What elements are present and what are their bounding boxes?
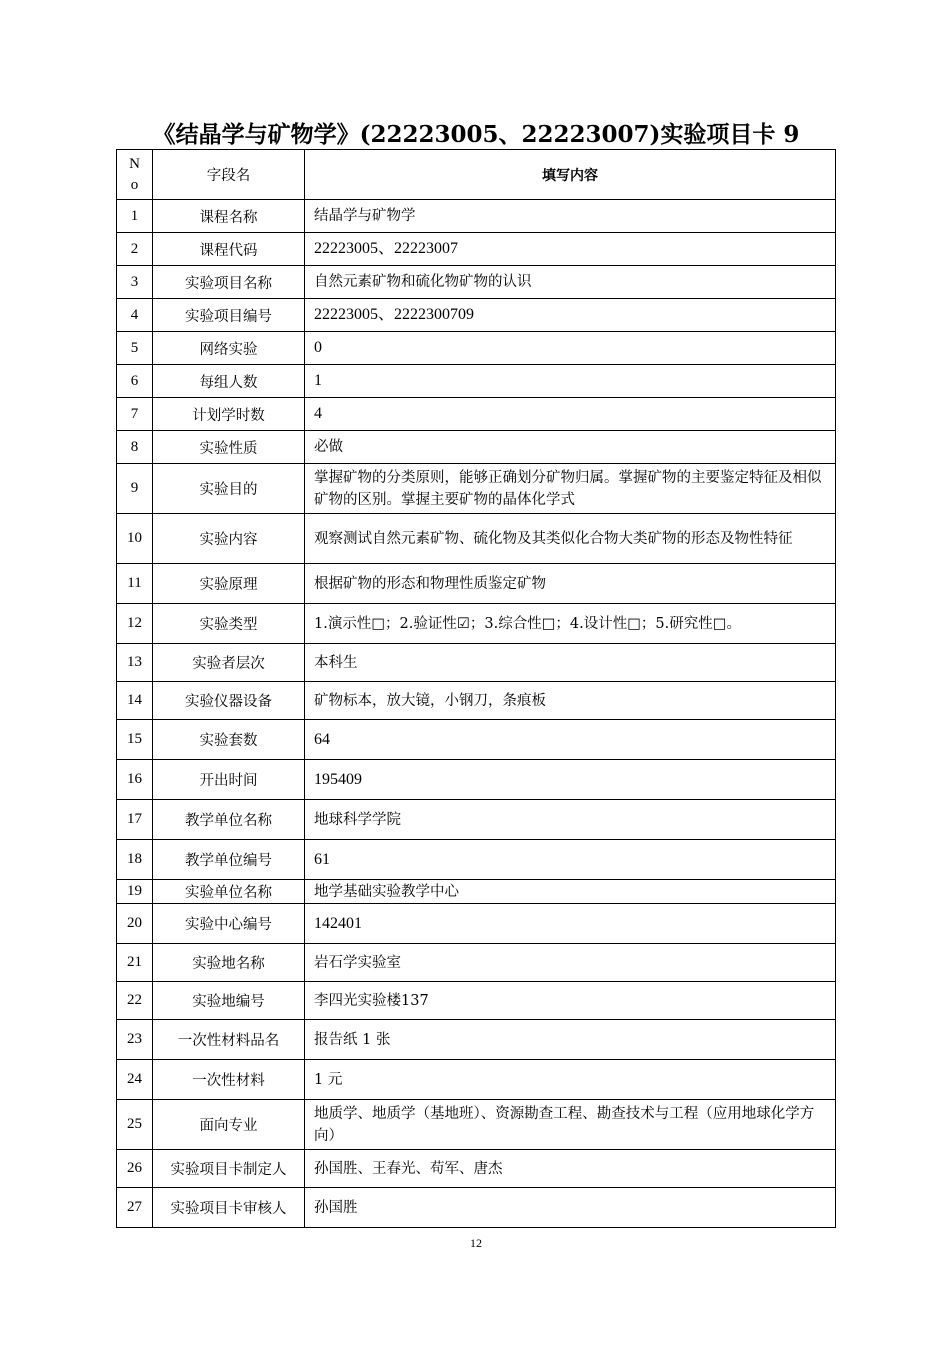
field-value: 地学基础实验教学中心 [305,880,836,904]
field-value: 1.演示性□；2.验证性☑；3.综合性□；4.设计性□；5.研究性□。 [305,604,836,644]
table-row [117,644,836,682]
table-row [117,398,836,431]
table-row [117,904,836,944]
field-name: 实验项目卡审核人 [153,1188,305,1228]
field-name: 一次性材料品名 [153,1020,305,1060]
row-number: 14 [117,682,153,720]
field-name: 实验仪器设备 [153,682,305,720]
field-name: 每组人数 [153,365,305,398]
field-value: 195409 [305,760,836,800]
table-row [117,564,836,604]
table-row [117,1060,836,1100]
field-name: 实验性质 [153,431,305,464]
table-row [117,266,836,299]
field-name: 计划学时数 [153,398,305,431]
field-name: 实验中心编号 [153,904,305,944]
field-name: 开出时间 [153,760,305,800]
field-value: 1 元 [305,1060,836,1100]
experiment-card-table [116,149,836,1228]
field-value: 报告纸 1 张 [305,1020,836,1060]
row-number: 7 [117,398,153,431]
table-row [117,944,836,982]
row-number: 27 [117,1188,153,1228]
field-name: 实验项目编号 [153,299,305,332]
field-value: 地球科学学院 [305,800,836,840]
row-number: 26 [117,1150,153,1188]
table-row [117,682,836,720]
row-number: 9 [117,464,153,514]
table-row [117,233,836,266]
row-number: 12 [117,604,153,644]
row-number: 10 [117,514,153,564]
table-row [117,1020,836,1060]
field-name: 实验项目卡制定人 [153,1150,305,1188]
row-number: 21 [117,944,153,982]
row-number: 16 [117,760,153,800]
row-number: 2 [117,233,153,266]
table-row [117,1188,836,1228]
table-row [117,800,836,840]
header-field: 字段名 [153,150,305,200]
table-row [117,431,836,464]
row-number: 25 [117,1100,153,1150]
field-name: 实验套数 [153,720,305,760]
field-name: 实验单位名称 [153,880,305,904]
field-name: 实验内容 [153,514,305,564]
row-number: 24 [117,1060,153,1100]
table-row [117,200,836,233]
field-name: 网络实验 [153,332,305,365]
table-row [117,464,836,514]
field-value: 4 [305,398,836,431]
row-number: 4 [117,299,153,332]
page-number: 12 [470,1236,482,1250]
field-name: 实验项目名称 [153,266,305,299]
table-row [117,720,836,760]
table-row [117,332,836,365]
field-name: 面向专业 [153,1100,305,1150]
row-number: 23 [117,1020,153,1060]
field-name: 实验类型 [153,604,305,644]
row-number: 19 [117,880,153,904]
field-value: 根据矿物的形态和物理性质鉴定矿物 [305,564,836,604]
field-value: 1 [305,365,836,398]
field-value: 本科生 [305,644,836,682]
field-value: 必做 [305,431,836,464]
row-number: 1 [117,200,153,233]
field-value: 孙国胜、王春光、苟军、唐杰 [305,1150,836,1188]
field-value: 结晶学与矿物学 [305,200,836,233]
field-value: 孙国胜 [305,1188,836,1228]
field-name: 课程代码 [153,233,305,266]
field-name: 实验者层次 [153,644,305,682]
row-number: 8 [117,431,153,464]
row-number: 3 [117,266,153,299]
field-value: 地质学、地质学（基地班）、资源勘查工程、勘查技术与工程（应用地球化学方向） [305,1100,836,1150]
field-name: 实验地编号 [153,982,305,1020]
document-title: 《结晶学与矿物学》(22223005、22223007)实验项目卡 9 [152,121,800,148]
field-value: 自然元素矿物和硫化物矿物的认识 [305,266,836,299]
field-value: 142401 [305,904,836,944]
table-row [117,760,836,800]
row-number: 11 [117,564,153,604]
field-name: 教学单位编号 [153,840,305,880]
field-name: 实验地名称 [153,944,305,982]
table-row [117,982,836,1020]
row-number: 17 [117,800,153,840]
table-row [117,299,836,332]
field-name: 一次性材料 [153,1060,305,1100]
table-row [117,604,836,644]
table-row [117,1100,836,1150]
field-value: 0 [305,332,836,365]
field-value: 观察测试自然元素矿物、硫化物及其类似化合物大类矿物的形态及物性特征 [305,514,836,564]
field-value: 64 [305,720,836,760]
table-row [117,840,836,880]
header-content: 填写内容 [305,150,836,200]
field-name: 实验原理 [153,564,305,604]
field-value: 矿物标本，放大镜，小钢刀，条痕板 [305,682,836,720]
field-value: 掌握矿物的分类原则，能够正确划分矿物归属。掌握矿物的主要鉴定特征及相似矿物的区别。掌握主要矿物的晶体化学式 [305,464,836,514]
row-number: 13 [117,644,153,682]
field-value: 22223005、2222300709 [305,299,836,332]
field-name: 课程名称 [153,200,305,233]
header-no [117,150,153,200]
row-number: 6 [117,365,153,398]
table-row [117,1150,836,1188]
table-row [117,880,836,904]
field-value: 22223005、22223007 [305,233,836,266]
header-no-line1: N [129,155,140,172]
table-header-row [117,150,836,200]
field-name: 实验目的 [153,464,305,514]
field-name: 教学单位名称 [153,800,305,840]
field-value: 岩石学实验室 [305,944,836,982]
header-no-line2: o [130,176,139,193]
table-row [117,365,836,398]
field-value: 李四光实验楼137 [305,982,836,1020]
row-number: 5 [117,332,153,365]
field-value: 61 [305,840,836,880]
table-row [117,514,836,564]
row-number: 22 [117,982,153,1020]
row-number: 20 [117,904,153,944]
table-body [117,150,836,1228]
row-number: 18 [117,840,153,880]
row-number: 15 [117,720,153,760]
